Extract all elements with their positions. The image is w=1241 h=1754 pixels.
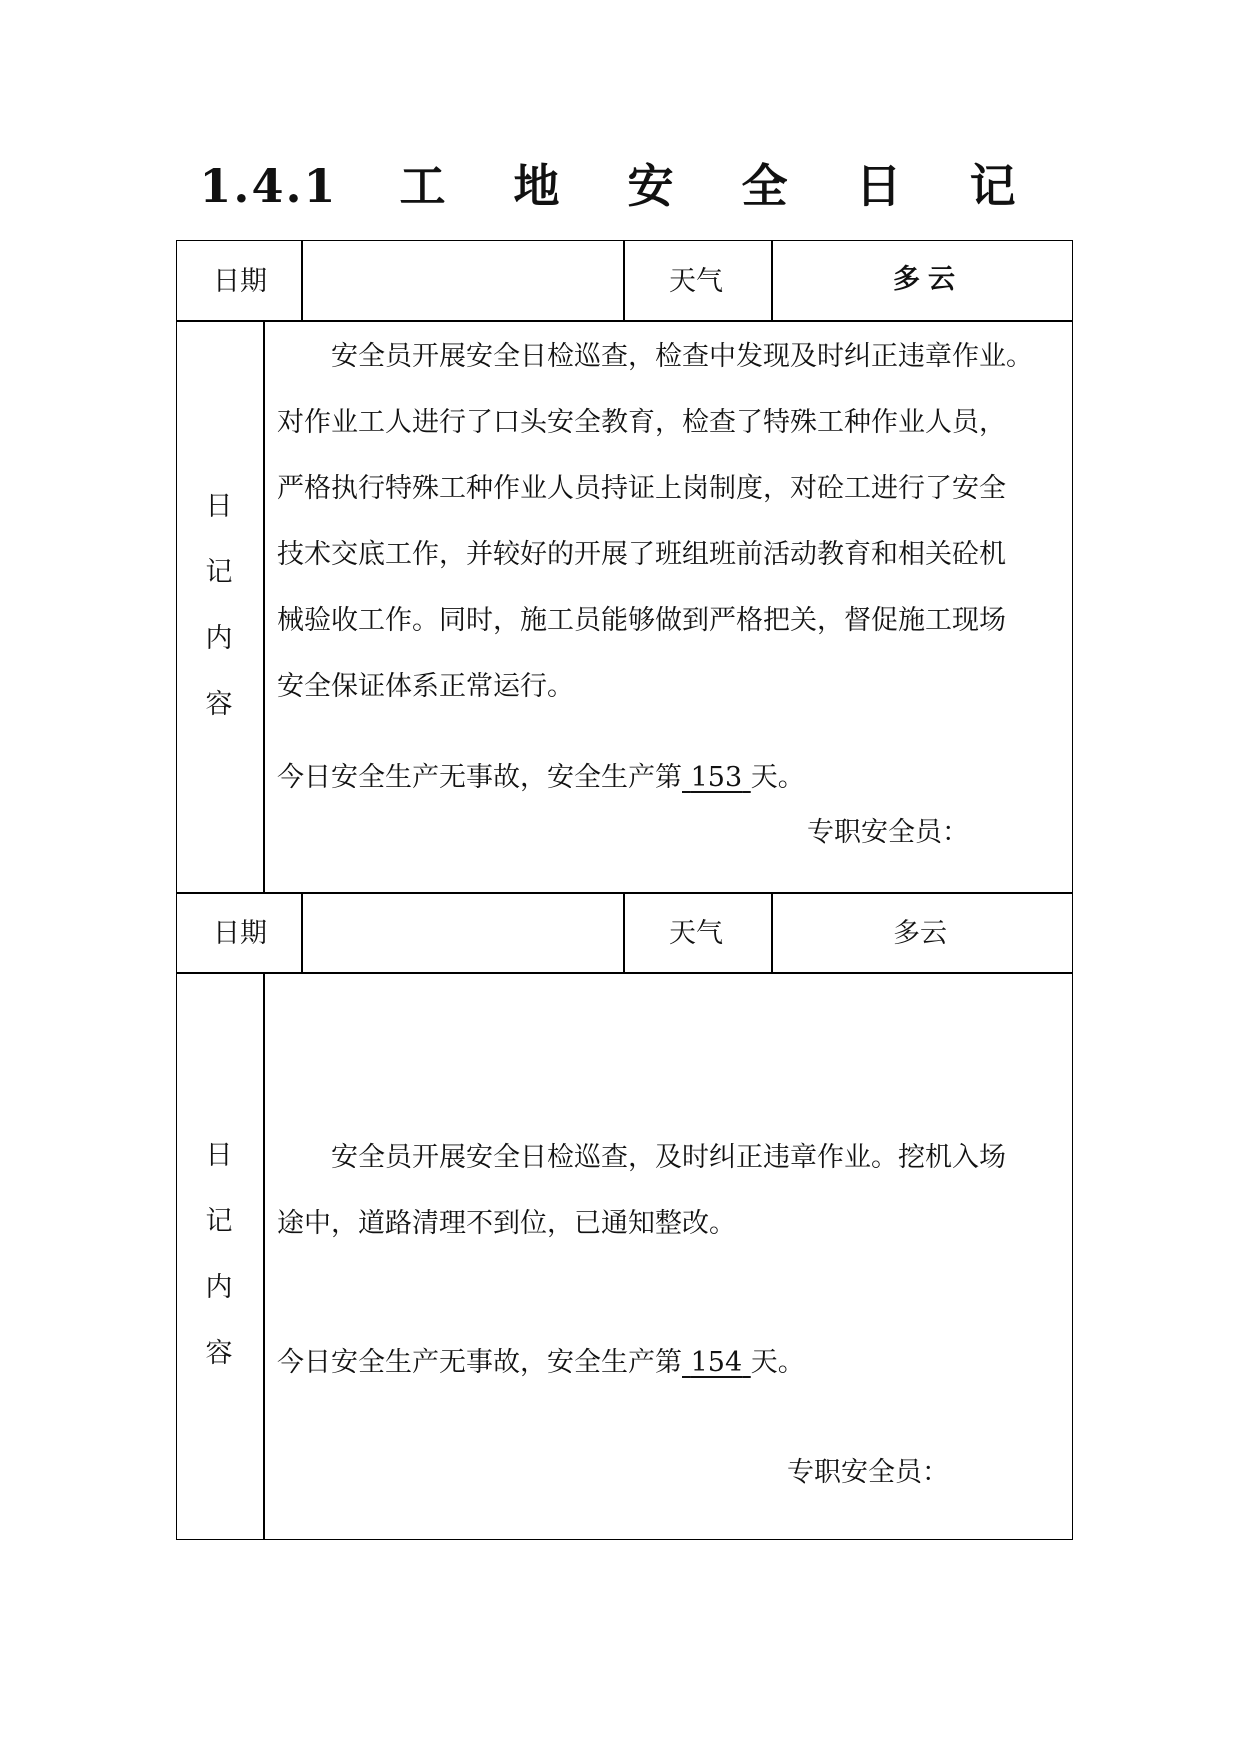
diary-line: 安全员开展安全日检巡查，检查中发现及时纠正违章作业。 bbox=[277, 341, 1033, 372]
divider bbox=[623, 241, 625, 321]
weather-value: 多云 bbox=[893, 918, 947, 949]
weather-label: 天气 bbox=[669, 918, 723, 949]
divider bbox=[623, 893, 625, 973]
officer-label: 专职安全员： bbox=[807, 817, 969, 848]
entry-1-header-row bbox=[176, 240, 1073, 322]
divider bbox=[771, 241, 773, 321]
diary-line: 安全员开展安全日检巡查，及时纠正违章作业。挖机入场 bbox=[277, 1142, 1006, 1173]
page-title bbox=[0, 150, 1241, 216]
diary-text bbox=[277, 1125, 1006, 1257]
weather-label: 天气 bbox=[669, 266, 723, 297]
diary-line: 技术交底工作，并较好的开展了班组班前活动教育和相关砼机 bbox=[277, 539, 1006, 570]
date-label: 日期 bbox=[213, 918, 267, 949]
diary-line: 安全保证体系正常运行。 bbox=[277, 671, 574, 702]
date-label: 日期 bbox=[213, 266, 267, 297]
title-char: 全 bbox=[741, 159, 790, 213]
diary-line: 械验收工作。同时，施工员能够做到严格把关，督促施工现场 bbox=[277, 605, 1006, 636]
divider bbox=[771, 893, 773, 973]
divider bbox=[263, 973, 265, 1539]
entry-2-content bbox=[176, 972, 1073, 1540]
title-char: 地 bbox=[513, 159, 562, 213]
diary-text bbox=[277, 324, 1033, 720]
entry-2-header-row bbox=[176, 892, 1073, 974]
divider bbox=[263, 321, 265, 893]
content-label: 日 记 内 容 bbox=[205, 491, 233, 720]
divider bbox=[301, 893, 303, 973]
safety-record: 今日安全生产无事故，安全生产第 154 天。 bbox=[277, 1347, 805, 1378]
officer-label: 专职安全员： bbox=[787, 1457, 949, 1488]
title-char: 工 bbox=[399, 159, 448, 213]
diary-line: 途中，道路清理不到位，已通知整改。 bbox=[277, 1208, 736, 1239]
title-number: 1.4.1 bbox=[199, 159, 338, 213]
safety-record: 今日安全生产无事故，安全生产第 153 天。 bbox=[277, 762, 805, 793]
content-label: 日 记 内 容 bbox=[205, 1140, 233, 1369]
title-char: 日 bbox=[855, 159, 904, 213]
title-char: 记 bbox=[969, 159, 1018, 213]
weather-value: 多云 bbox=[893, 264, 963, 295]
diary-line: 严格执行特殊工种作业人员持证上岗制度，对砼工进行了安全 bbox=[277, 473, 1006, 504]
safety-days: 153 bbox=[690, 762, 743, 793]
entry-1-content bbox=[176, 320, 1073, 894]
safety-days: 154 bbox=[690, 1347, 743, 1378]
diary-line: 对作业工人进行了口头安全教育，检查了特殊工种作业人员， bbox=[277, 407, 1006, 438]
title-char: 安 bbox=[627, 159, 676, 213]
divider bbox=[301, 241, 303, 321]
